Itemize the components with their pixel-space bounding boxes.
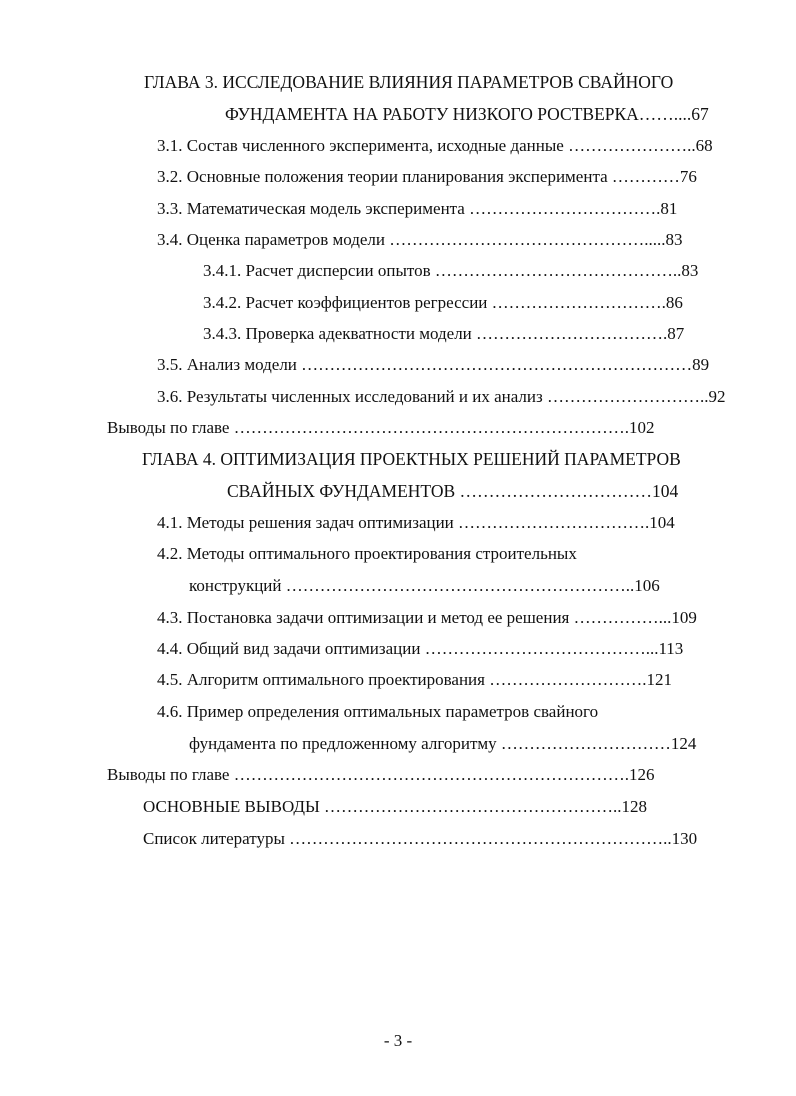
toc-entry-3-1: 3.1. Состав численного эксперимента, исходные данные …………………..68 — [157, 136, 713, 155]
toc-entry-main-conclusions: ОСНОВНЫЕ ВЫВОДЫ ……………………………………………..128 — [143, 797, 648, 816]
chapter-3-title-line-2: ФУНДАМЕНТА НА РАБОТУ НИЗКОГО РОСТВЕРКА……....67 — [225, 104, 709, 124]
toc-entry-4-3: 4.3. Постановка задачи оптимизации и метод ее решения ……………...109 — [157, 608, 697, 627]
toc-entry-3-5: 3.5. Анализ модели ……………………………………………………………89 — [157, 355, 710, 374]
chapter-4-title-line-2: СВАЙНЫХ ФУНДАМЕНТОВ ……………………………104 — [227, 481, 679, 501]
toc-entry-4-4: 4.4. Общий вид задачи оптимизации …………………………………...113 — [157, 639, 684, 658]
toc-entry-3-4: 3.4. Оценка параметров модели ……………………………………….....83 — [157, 230, 683, 249]
toc-entry-4-6-line-1: 4.6. Пример определения оптимальных параметров свайного — [157, 702, 599, 721]
toc-entry-4-2-line-1: 4.2. Методы оптимального проектирования строительных — [157, 544, 577, 563]
toc-entry-3-6: 3.6. Результаты численных исследований и их анализ ………………………..92 — [157, 387, 726, 406]
toc-entry-chapter-4-conclusions: Выводы по главе …………………………………………………………….126 — [107, 765, 655, 784]
toc-entry-3-4-2: 3.4.2. Расчет коэффициентов регрессии ………………………….86 — [203, 293, 683, 312]
toc-entry-4-1: 4.1. Методы решения задач оптимизации …………………………….104 — [157, 513, 675, 532]
page-number: - 3 - — [383, 1031, 413, 1050]
toc-entry-chapter-3-conclusions: Выводы по главе …………………………………………………………….102 — [107, 418, 655, 437]
chapter-3-title-line-1: ГЛАВА 3. ИССЛЕДОВАНИЕ ВЛИЯНИЯ ПАРАМЕТРОВ СВАЙНОГО — [144, 72, 674, 92]
toc-entry-3-4-3: 3.4.3. Проверка адекватности модели …………………………….87 — [203, 324, 685, 343]
toc-entry-4-5: 4.5. Алгоритм оптимального проектирования ……………………….121 — [157, 670, 672, 689]
toc-entry-3-3: 3.3. Математическая модель эксперимента …………………………….81 — [157, 199, 678, 218]
toc-entry-3-4-1: 3.4.1. Расчет дисперсии опытов ……………………………………..83 — [203, 261, 699, 280]
toc-entry-references: Список литературы …………………………………………………………..130 — [143, 829, 698, 848]
toc-entry-4-2-line-2: конструкций ……………………………………………………..106 — [189, 576, 660, 595]
toc-entry-3-2: 3.2. Основные положения теории планирования эксперимента …………76 — [157, 167, 697, 186]
chapter-4-title-line-1: ГЛАВА 4. ОПТИМИЗАЦИЯ ПРОЕКТНЫХ РЕШЕНИЙ ПАРАМЕТРОВ — [142, 449, 681, 469]
toc-entry-4-6-line-2: фундамента по предложенному алгоритму …………………………124 — [189, 734, 697, 753]
